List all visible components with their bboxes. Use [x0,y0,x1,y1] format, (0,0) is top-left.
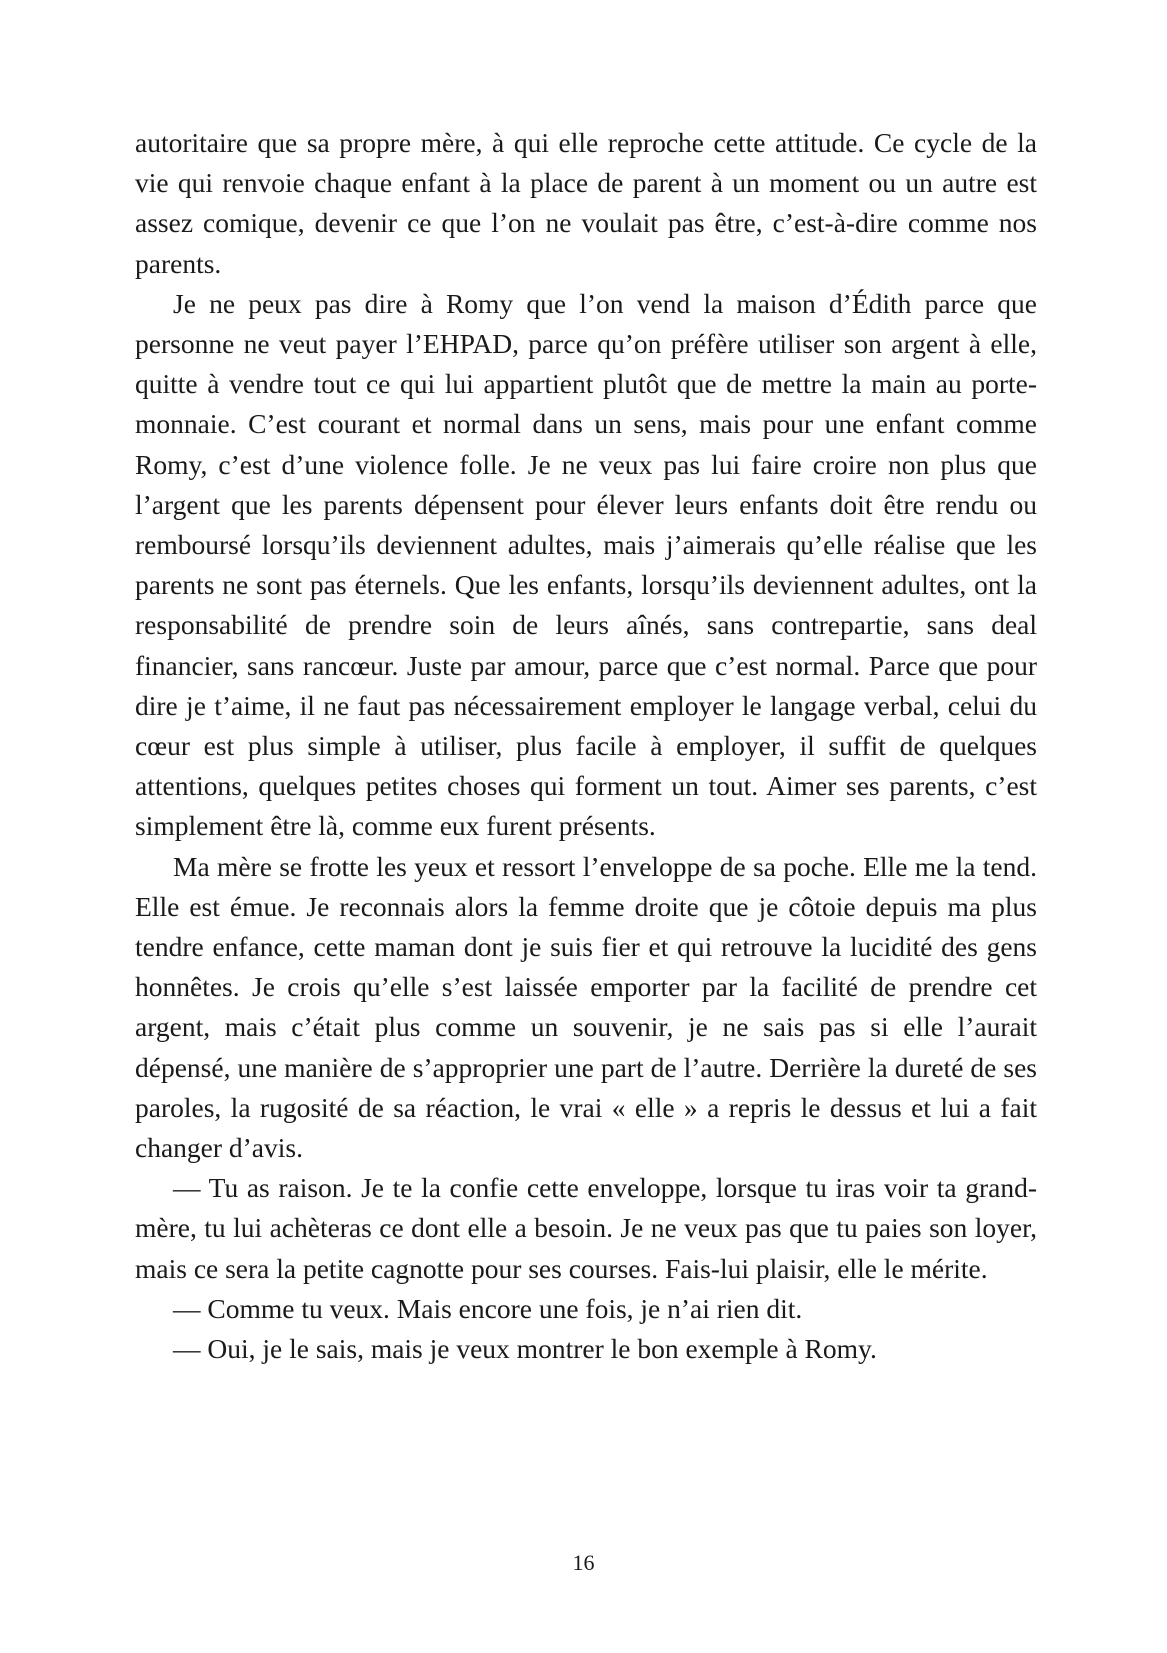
paragraph: Ma mère se frotte les yeux et ressort l’enveloppe de sa poche. Elle me la tend. Elle est émue. Je reconnais alors la femme droite que je côtoie depuis ma plus tendre enfance, cette maman dont je suis fier et qui retrouve la lucidité des gens honnêtes. Je crois qu’elle s’est laissée emporter par la facilité de prendre cet argent, mais c’était plus comme un souvenir, je ne sais pas si elle l’aurait dépensé, une manière de s’approprier une part de l’autre. Derrière la dureté de ses paroles, la rugosité de sa réaction, le vrai « elle » a repris le dessus et lui a fait changer d’avis. [135,850,1037,1164]
dialogue-line: — Tu as raison. Je te la confie cette enveloppe, lorsque tu iras voir ta grand-mère, tu lui achèteras ce dont elle a besoin. Je ne veux pas que tu paies son loyer, mais ce sera la petite cagnotte pour ses courses. Fais-lui plaisir, elle le mérite. [135,1172,1037,1284]
dialogue-line: — Comme tu veux. Mais encore une fois, je n’ai rien dit. [173,1292,803,1324]
page-number: 16 [572,1550,595,1575]
paragraph: Je ne peux pas dire à Romy que l’on vend la maison d’Édith parce que personne ne veut payer l’EHPAD, parce qu’on préfère utiliser son argent à elle, quitte à vendre tout ce qui lui appartient plutôt que de mettre la main au porte-monnaie. C’est courant et normal dans un sens, mais pour une enfant comme Romy, c’est d’une violence folle. Je ne veux pas lui faire croire non plus que l’argent que les parents dépensent pour élever leurs enfants doit être rendu ou remboursé lorsqu’ils deviennent adultes, mais j’aimerais qu’elle réalise que les parents ne sont pas éternels. Que les enfants, lorsqu’ils deviennent adultes, ont la responsabilité de prendre soin de leurs aînés, sans contrepartie, sans deal financier, sans rancœur. Juste par amour, parce que c’est normal. Parce que pour dire je t’aime, il ne faut pas nécessairement employer le langage verbal, celui du cœur est plus simple à utiliser, plus facile à employer, il suffit de quelques attentions, quelques petites choses qui forment un tout. Aimer ses parents, c’est simplement être là, comme eux furent présents. [135,287,1037,842]
body-text [135,123,1037,1369]
dialogue-line: — Oui, je le sais, mais je veux montrer le bon exemple à Romy. [173,1333,877,1365]
paragraph-continued: autoritaire que sa propre mère, à qui elle reproche cette attitude. Ce cycle de la vie qui renvoie chaque enfant à la place de parent à un moment ou un autre est assez comique, devenir ce que l’on ne voulait pas être, c’est-à-dire comme nos parents. [135,127,1037,279]
